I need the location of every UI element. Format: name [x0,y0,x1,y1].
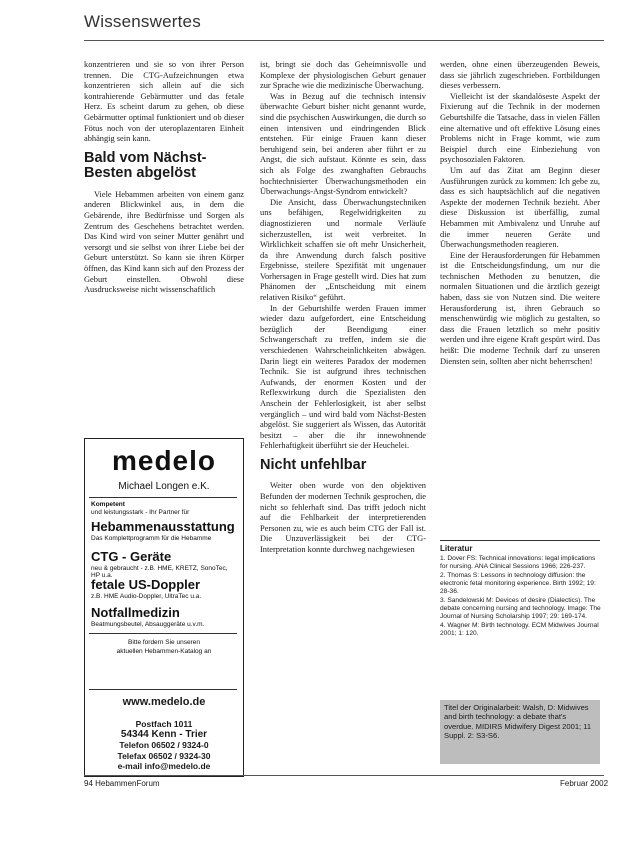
ad-tagline: Kompetent [91,501,125,508]
column-3 [440,60,600,367]
issue-date: Februar 2002 [560,779,609,788]
ad-sub-1: Das Komplettprogramm für die Hebamme [91,535,212,542]
paragraph: Viele Hebammen arbeiten von einem ganz anderen Blickwinkel aus, in dem die Gebärende, ihre Bedürfnisse und Sorgen als Zentrum des Geschehens betrachtet werden. Das Kind wird von seiner Mutter genährt und versorgt und sie selbst von ihrer Liebe bei der Geburt unterstützt. So kann sie ihren Körper öffnen, das Kind kann sich auf den Prozess der Geburt einstellen. Obwohl diese Ausdrucksweise nicht wissenschaftlich [84,189,244,295]
ad-phone: Telefon 06502 / 9324-0 [119,740,209,750]
ad-divider [89,633,237,634]
ad-fax: Telefax 06502 / 9324-30 [117,750,211,761]
ad-city: 54344 Kenn - Trier [120,728,208,740]
reference-item: 1. Dover FS: Technical innovations: legal implications for nursing. ANA Clinical Sessions 1966; 226-237. [440,555,596,570]
ad-sub-4: Beatmungsbeutel, Absauggeräte u.v.m. [91,621,205,628]
column-1 [84,60,244,296]
page-number-and-journal: 94 HebammenForum [84,779,160,788]
paragraph: ist, bringt sie doch das Geheimnisvolle und Komplexe der physiologischen Geburt genauer zur Sprache wie die medizinische Überwachung. [260,60,426,91]
ad-contact [85,719,243,772]
paragraph: Weiter oben wurde von den objektiven Befunden der modernen Technik gesprochen, die nicht so fehlerhaft sind. Das trifft jedoch nicht auf die Fehlbarkeit der interpretierenden Personen zu, wie es auch beim CTG der Fall ist. Die Unzuverlässigkeit bei der CTG-Interpretation konnte durchweg nachgewiesen [260,481,426,555]
ad-heading-4: Notfallmedizin [91,605,180,620]
references [440,545,602,639]
ad-heading-3: fetale US-Doppler [91,577,201,592]
paragraph: Was in Bezug auf die technisch intensiv überwachte Geburt bisher nicht genannt wurde, sind die psychischen Auswirkungen, die durch so einen intensiven und eindringenden Blick entstehen. Für einige Frauen kann dieser beruhigend sein, bei anderen aber führt er zu Angst, die sich aufstaut. Könnte es sein, dass sich als Folge des zwanghaften Gebrauchs hochtechnisierter Überwachungsmethoden ein Überwachungs-Angst-Syndrom entwickelt? [260,91,426,197]
ad-po-box: Postfach 1011 [135,719,193,729]
ad-sub-2: neu & gebraucht - z.B. HME, KRETZ, SonoTec, HP u.a. [91,565,228,579]
ad-owner: Michael Longen e.K. [118,481,210,492]
header-rule [84,40,604,41]
paragraph: Eine der Herausforderungen für Hebammen ist die Entscheidungsfindung, um nur die technischen Methoden zu benutzen, die normalen Situationen und die ärztlich gezeigt haben, dass sie von Nutzen sind. Die weitere Herausforderung ist, ihren Gebrauch so menschenwürdig wie möglich zu gestalten, so dass die Frauen letztlich so mehr positiv werden und ihre eigene Kraft gespürt wird. Das heißt: Die moderne Technik darf zu unseren Diensten sein, sollten aber nicht beherrschen! [440,250,600,366]
ad-divider [89,497,237,498]
source-note-box: Titel der Originalarbeit: Walsh, D: Midwives and birth technology: a debate that's overdue. MIDIRS Midwifery Digest 2001; 11 Suppl. 2: S3-S6. [440,700,600,764]
ad-email[interactable]: e-mail info@medelo.de [117,761,211,771]
reference-item: 4. Wagner M: Birth technology. ECM Midwives Journal 2001; 1: 120. [440,622,599,637]
ad-tagline-2: und leistungsstark - Ihr Partner für [91,509,190,516]
paragraph: Vielleicht ist der skandalöseste Aspekt der Fixierung auf die Technik in der modernen Geburtshilfe die Tatsache, dass in vielen Fällen eine alternative und oft effektive Lösung eines Problems nicht in Frage kommt, wie zum Beispiel durch eine Einbeziehung von psychosozialen Faktoren. [440,91,600,165]
column-2 [260,60,426,556]
ad-note-1: Bitte fordern Sie unseren [128,639,200,646]
ad-sub-3: z.B. HME Audio-Doppler, UltraTec u.a. [91,593,202,600]
reference-item: 2. Thomas S: Lessons in technology diffusion: the electronic fetal monitoring experience. Birth 1992; 19: 28-36. [440,572,596,595]
section-title: Wissenswertes [84,12,201,31]
paragraph: In der Geburtshilfe werden Frauen immer wieder dazu aufgefordert, eine Entscheidung bezüglich der Beendigung einer Schwangerschaft zu treffen, indem sie die verschiedenen Wahrscheinlichkeiten abwägen. Darin liegt ein weiteres Paradox der modernen Technik. Sie ist aufgrund ihres technischen Aufwands, der enormen Kosten und der Reflexwirkung durch die Spezialisten den Anschein der Fehlerlosigkeit, ist aber selbst vergänglich – und wird bald vom Nächst-Besten abgelöst. Sie suggeriert als Wissen, das Autorität besitzt – aber die ihr innewohnende Fehlerhaftigkeit überführt sie der Heuchelei. [260,303,426,451]
ad-divider [89,689,237,690]
footer-rule [84,775,604,776]
paragraph: werden, ohne einen überzeugenden Beweis, dass sie jährlich zugeschrieben. Fortbildungen dieses verbessern. [440,60,600,91]
paragraph: konzentrieren und sie so von ihrer Person trennen. Die CTG-Aufzeichnungen etwa konzentrieren sich allein auf die sich kontrahierende Gebärmutter und das fetale Herz. Es scheint darum zu gehen, ob diese Gebärmutter optimal funktioniert und ob dieser Fötus noch von der uteroplazentaren Einheit abhängig sein kann. [84,60,244,144]
references-rule [440,540,600,541]
medelo-advertisement [84,438,244,777]
reference-item: 3. Sandelowski M: Devices of desire (Dialectics). The debate concerning nursing and technology. Image: The Journal of Nursing Scholarship 1997; 29: 169-174. [440,597,601,620]
ad-brand-logo: medelo [111,445,217,476]
paragraph: Die Ansicht, dass Überwachungstechniken uns befähigen, Regelwidrigkeiten zu diagnostizieren und normale Verläufe sicherzustellen, ist weit verbreitet. In Wirklichkeit schaffen sie oft mehr Unsicherheit, da ihre Anwendung durch falsch positive Ergebnisse, steilere Spezifität mit ungenauer Vorhersagen in Frage gestellt wird. Dies hat zum Phänomen der „Entscheidung mit einem relativen Risiko“ geführt. [260,197,426,303]
ad-note-2: aktuellen Hebammen-Katalog an [116,648,212,655]
subheading: Nicht unfehlbar [260,456,367,473]
ad-heading-1: Hebammenausstattung [91,519,235,534]
references-title: Literatur [440,544,473,553]
subheading: Bald vom Nächst-Besten abgelöst [84,149,207,182]
ad-heading-2: CTG - Geräte [91,549,172,564]
ad-website-link[interactable]: www.medelo.de [122,696,206,708]
paragraph: Um auf das Zitat am Beginn dieser Ausführungen zurück zu kommen: Ich gebe zu, dass es sich hauptsächlich auf die negativen Aspekte der modernen Technik bezieht. Aber diese Diskussion ist überfällig, zumal Hebammen mit Ambivalenz und Unruhe auf die immer neueren Geräte und Überwachungsmethoden reagieren. [440,165,600,250]
